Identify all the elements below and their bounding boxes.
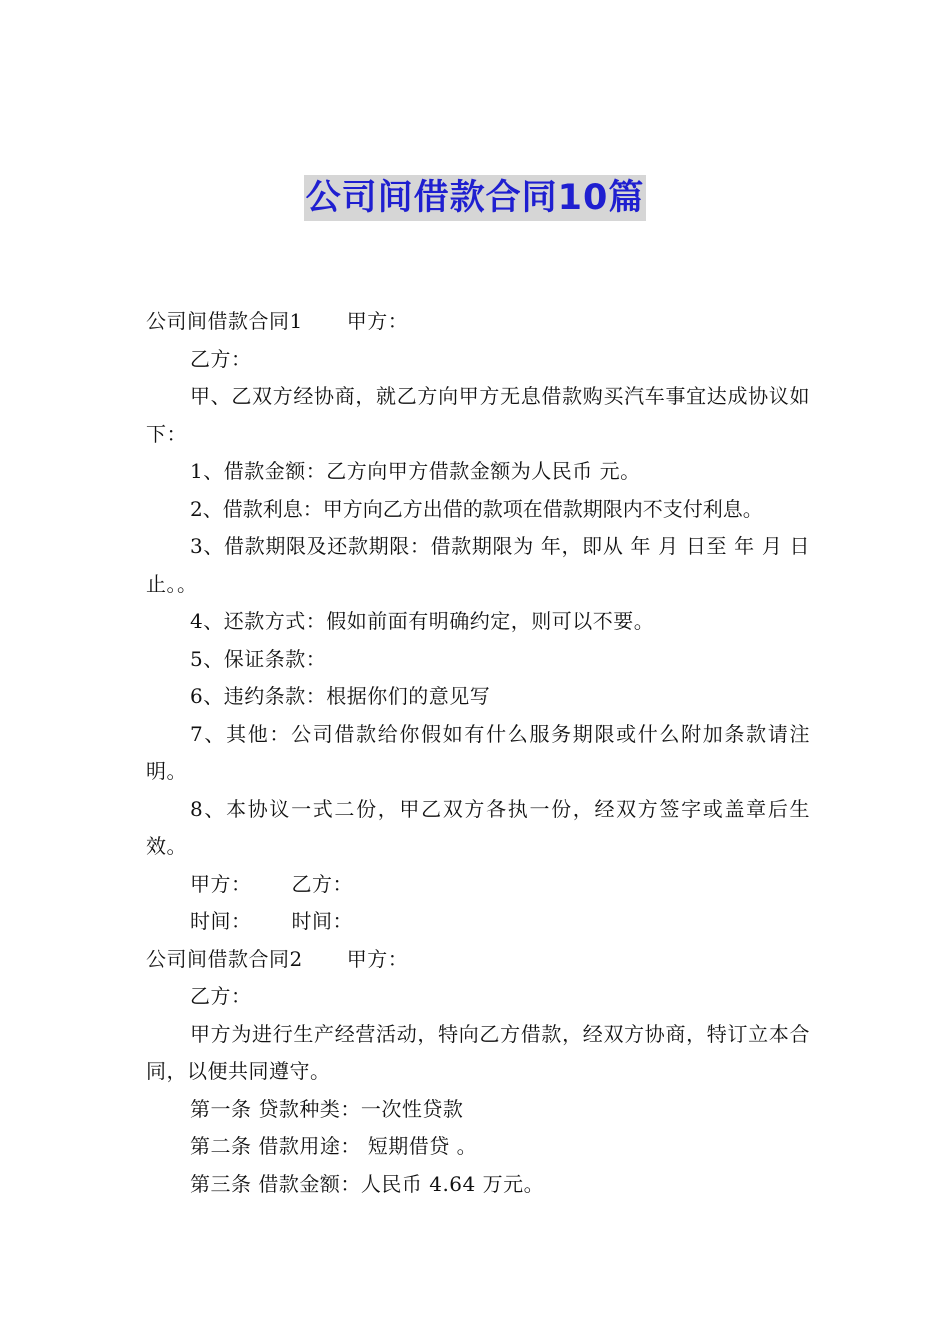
document-title: 公司间借款合同10篇	[304, 175, 647, 221]
contract-1-item-2: 2、借款利息：甲方向乙方出借的款项在借款期限内不支付利息。	[190, 496, 763, 521]
contract-2-article-2: 第二条 借款用途： 短期借贷 。	[190, 1134, 478, 1158]
contract-1-time-a: 时间：	[190, 909, 252, 933]
contract-1-party-b: 乙方：	[190, 346, 252, 371]
contract-2-intro: 甲方为进行生产经营活动，特向乙方借款，经双方协商，特订立本合同，以便共同遵守。	[146, 1021, 810, 1083]
contract-1-time-b: 时间：	[291, 909, 353, 933]
contract-1-sign-b: 乙方：	[291, 871, 353, 896]
contract-2-heading-line	[146, 941, 810, 979]
contract-2-heading: 公司间借款合同2	[146, 946, 303, 971]
document-body	[146, 303, 810, 1203]
contract-2-party-a: 甲方：	[346, 946, 409, 971]
contract-1-item-1: 1、借款金额：乙方向甲方借款金额为人民币 元。	[190, 459, 641, 483]
contract-2-article-1: 第一条 贷款种类：一次性贷款	[190, 1096, 464, 1121]
contract-1-time-line	[146, 903, 810, 941]
contract-2-party-b: 乙方：	[190, 984, 252, 1008]
contract-1-item-6: 6、违约条款：根据你们的意见写	[190, 684, 491, 708]
contract-1-item-4: 4、还款方式：假如前面有明确约定，则可以不要。	[190, 609, 655, 633]
contract-1-item-8: 8、本协议一式二份，甲乙双方各执一份，经双方签字或盖章后生效。	[146, 796, 810, 858]
contract-1-sign-a: 甲方：	[190, 871, 252, 896]
contract-1-intro: 甲、乙双方经协商，就乙方向甲方无息借款购买汽车事宜达成协议如下：	[146, 384, 810, 446]
title-wrap	[0, 175, 950, 221]
contract-1-signature-line	[146, 866, 810, 904]
contract-1-heading: 公司间借款合同1	[146, 309, 303, 333]
contract-1-heading-line	[146, 303, 810, 341]
contract-1-item-5: 5、保证条款：	[190, 646, 327, 671]
contract-2-article-3: 第三条 借款金额：人民币 4.64 万元。	[190, 1171, 545, 1196]
contract-1-item-3: 3、借款期限及还款期限：借款期限为 年，即从 年 月 日至 年 月 日止。。	[146, 534, 810, 596]
contract-1-item-7: 7、其他：公司借款给你假如有什么服务期限或什么附加条款请注明。	[146, 721, 810, 783]
contract-1-party-a: 甲方：	[346, 309, 409, 333]
